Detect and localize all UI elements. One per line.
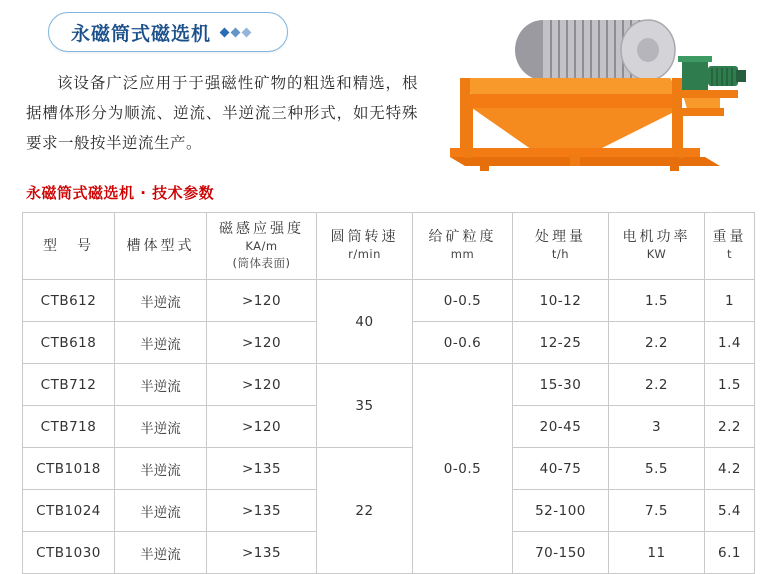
cell-tank-type: 半逆流 xyxy=(115,280,207,322)
header-drum-speed xyxy=(317,213,413,280)
header-model-main: 型 号 xyxy=(43,237,94,254)
header-capacity-sub: t/h xyxy=(551,247,570,261)
cell-model: CTB1018 xyxy=(23,448,115,490)
cell-capacity: 20-45 xyxy=(513,406,609,448)
cell-feed-size: 0-0.6 xyxy=(413,322,513,364)
cell-tank-type: 半逆流 xyxy=(115,532,207,574)
spec-table xyxy=(22,212,755,574)
cell-feed-size: 0-0.5 xyxy=(413,364,513,574)
header-capacity-main: 处理量 xyxy=(535,229,586,245)
cell-tank-type: 半逆流 xyxy=(115,364,207,406)
cell-tank-type: 半逆流 xyxy=(115,322,207,364)
cell-model: CTB1030 xyxy=(23,532,115,574)
page-title: 永磁筒式磁选机 xyxy=(71,22,212,45)
table-header-row xyxy=(23,213,755,280)
cell-magnetic: >120 xyxy=(207,364,317,406)
cell-capacity: 15-30 xyxy=(513,364,609,406)
cell-motor-power: 5.5 xyxy=(609,448,705,490)
cell-model: CTB712 xyxy=(23,364,115,406)
table-row xyxy=(23,448,755,490)
cell-weight: 2.2 xyxy=(705,406,755,448)
cell-motor-power: 2.2 xyxy=(609,364,705,406)
header-weight-sub: t xyxy=(726,247,732,261)
intro-paragraph: 该设备广泛应用于于强磁性矿物的粗选和精选，根据槽体形分为顺流、逆流、半逆流三种形式，如无特殊要求一般按半逆流生产。 xyxy=(26,74,418,152)
cell-tank-type: 半逆流 xyxy=(115,448,207,490)
title-diamond-decoration xyxy=(221,29,250,36)
table-body xyxy=(23,280,755,574)
cell-weight: 1.5 xyxy=(705,364,755,406)
cell-capacity: 40-75 xyxy=(513,448,609,490)
cell-weight: 1.4 xyxy=(705,322,755,364)
header-weight xyxy=(705,213,755,280)
cell-feed-size: 0-0.5 xyxy=(413,280,513,322)
cell-model: CTB612 xyxy=(23,280,115,322)
header-motor-power-sub: KW xyxy=(646,247,667,261)
diamond-icon xyxy=(242,27,252,37)
cell-motor-power: 3 xyxy=(609,406,705,448)
table-row xyxy=(23,280,755,322)
cell-model: CTB718 xyxy=(23,406,115,448)
page-title-badge xyxy=(48,12,288,52)
cell-capacity: 10-12 xyxy=(513,280,609,322)
cell-weight: 5.4 xyxy=(705,490,755,532)
cell-capacity: 70-150 xyxy=(513,532,609,574)
header-model xyxy=(23,213,115,280)
header-feed-size-main: 给矿粒度 xyxy=(428,229,497,245)
cell-tank-type: 半逆流 xyxy=(115,406,207,448)
cell-capacity: 52-100 xyxy=(513,490,609,532)
motor-assembly xyxy=(678,56,746,98)
cell-magnetic: >135 xyxy=(207,448,317,490)
spec-table-wrapper xyxy=(22,212,754,574)
product-image xyxy=(420,8,765,183)
cell-tank-type: 半逆流 xyxy=(115,490,207,532)
header-magnetic-sub: KA/m (筒体表面) xyxy=(232,238,291,270)
header-magnetic-intensity xyxy=(207,213,317,280)
diamond-icon xyxy=(231,27,241,37)
cell-magnetic: >135 xyxy=(207,532,317,574)
header-feed-size xyxy=(413,213,513,280)
cell-weight: 1 xyxy=(705,280,755,322)
header-weight-main: 重量 xyxy=(712,229,747,245)
header-capacity xyxy=(513,213,609,280)
cell-motor-power: 2.2 xyxy=(609,322,705,364)
cell-motor-power: 7.5 xyxy=(609,490,705,532)
cell-magnetic: >120 xyxy=(207,406,317,448)
cell-magnetic: >120 xyxy=(207,280,317,322)
cell-drum-speed: 35 xyxy=(317,364,413,448)
header-tank-type-main: 槽体型式 xyxy=(126,237,195,254)
header-feed-size-sub: mm xyxy=(450,247,475,261)
header-tank-type xyxy=(115,213,207,280)
cell-weight: 6.1 xyxy=(705,532,755,574)
cell-weight: 4.2 xyxy=(705,448,755,490)
diamond-icon xyxy=(220,27,230,37)
cell-magnetic: >135 xyxy=(207,490,317,532)
drum-assembly xyxy=(515,20,675,80)
table-row xyxy=(23,364,755,406)
cell-capacity: 12-25 xyxy=(513,322,609,364)
cell-drum-speed: 40 xyxy=(317,280,413,364)
cell-model: CTB1024 xyxy=(23,490,115,532)
section-heading: 永磁筒式磁选机 · 技术参数 xyxy=(26,184,215,202)
header-drum-speed-main: 圆筒转速 xyxy=(330,229,399,245)
table-header xyxy=(23,213,755,280)
cell-motor-power: 11 xyxy=(609,532,705,574)
header-motor-power xyxy=(609,213,705,280)
cell-magnetic: >120 xyxy=(207,322,317,364)
header-drum-speed-sub: r/min xyxy=(348,247,381,261)
header-magnetic-main: 磁感应强度 xyxy=(219,220,304,237)
cell-model: CTB618 xyxy=(23,322,115,364)
header-motor-power-main: 电机功率 xyxy=(622,229,691,245)
cell-drum-speed: 22 xyxy=(317,448,413,574)
cell-motor-power: 1.5 xyxy=(609,280,705,322)
